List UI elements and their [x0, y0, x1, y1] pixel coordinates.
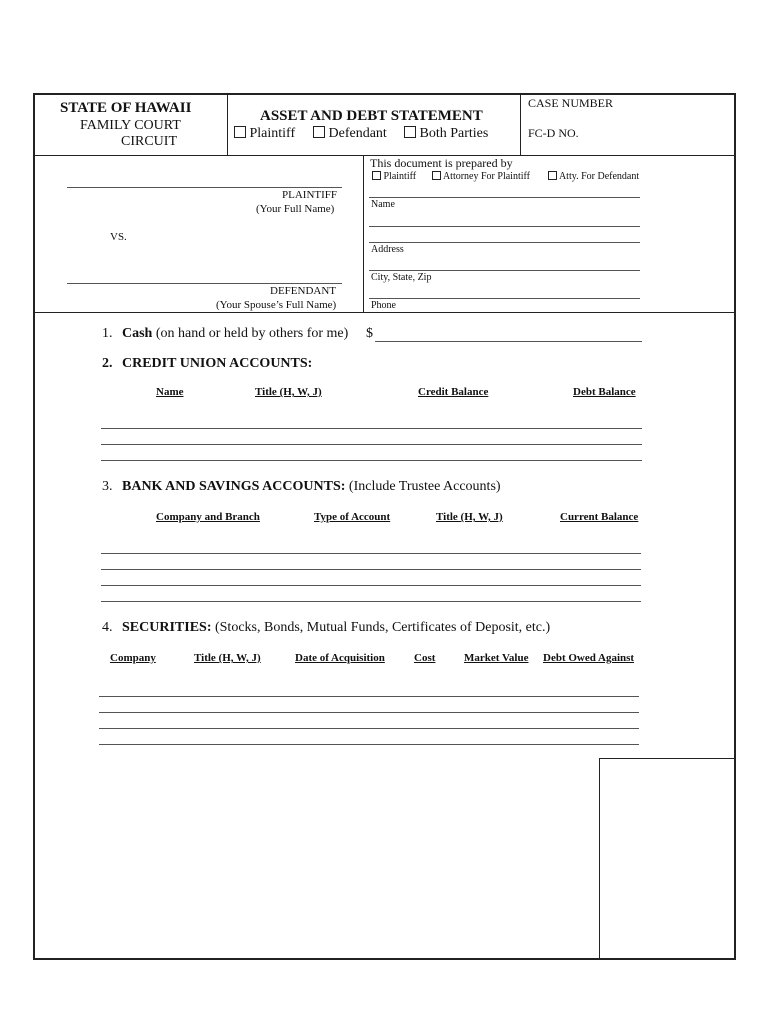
prepared-attorney-plaintiff-checkbox[interactable] — [432, 171, 441, 180]
securities-col-debt: Debt Owed Against — [543, 652, 635, 664]
credit-union-entry-line[interactable] — [101, 444, 642, 445]
defendant-name-line[interactable] — [67, 283, 342, 284]
bank-col-title: Title (H, W, J) — [436, 511, 503, 523]
bottom-right-box — [599, 758, 735, 960]
credit-union-entry-line[interactable] — [101, 428, 642, 429]
cash-description: (on hand or held by others for me) — [155, 326, 349, 341]
defendant-option-label: Defendant — [328, 126, 387, 141]
securities-description: (Stocks, Bonds, Mutual Funds, Certificates of Deposit, etc.) — [214, 620, 551, 635]
prepared-address-line[interactable] — [369, 242, 640, 243]
credit-union-col-credit: Credit Balance — [418, 386, 489, 398]
prepared-plaintiff-label: Plaintiff — [383, 171, 417, 182]
plaintiff-label: PLAINTIFF — [282, 189, 338, 201]
prepared-address-label: Address — [371, 244, 404, 255]
cash-amount-line[interactable] — [375, 341, 642, 342]
credit-union-col-name: Name — [156, 386, 184, 398]
bank-number: 3. — [102, 479, 113, 494]
header-divider-right — [520, 94, 521, 156]
party-option-both[interactable] — [404, 126, 488, 142]
header-divider-left — [227, 94, 228, 156]
securities-entry-line[interactable] — [99, 728, 639, 729]
parties-divider — [363, 155, 364, 312]
plaintiff-option-label: Plaintiff — [249, 126, 296, 141]
securities-entry-line[interactable] — [99, 712, 639, 713]
prepared-phone-label: Phone — [371, 300, 396, 311]
prepared-by-title: This document is prepared by — [370, 156, 513, 170]
defendant-label: DEFENDANT — [270, 285, 336, 297]
prepared-name-line[interactable] — [369, 197, 640, 198]
credit-union-number: 2. — [102, 356, 113, 371]
prepared-attorney-plaintiff-label: Attorney For Plaintiff — [442, 171, 530, 182]
credit-union-heading — [102, 356, 312, 372]
versus-label: VS. — [110, 231, 127, 243]
prepared-city-label: City, State, Zip — [371, 272, 432, 283]
securities-col-company: Company — [110, 652, 156, 664]
circuit-name: CIRCUIT — [121, 134, 177, 149]
bank-entry-line[interactable] — [101, 601, 641, 602]
bank-entry-line[interactable] — [101, 569, 641, 570]
securities-entry-line[interactable] — [99, 696, 639, 697]
defendant-checkbox[interactable] — [313, 126, 325, 138]
form-title: ASSET AND DEBT STATEMENT — [260, 108, 483, 124]
securities-entry-line[interactable] — [99, 744, 639, 745]
prepared-city-line[interactable] — [369, 270, 640, 271]
party-option-defendant[interactable] — [313, 126, 387, 142]
bank-description: (Include Trustee Accounts) — [348, 479, 501, 494]
both-parties-checkbox[interactable] — [404, 126, 416, 138]
cash-currency: $ — [366, 326, 373, 341]
fcd-number-label: FC-D NO. — [528, 126, 579, 140]
credit-union-col-debt: Debt Balance — [573, 386, 636, 398]
prepared-attorney-defendant-checkbox[interactable] — [548, 171, 557, 180]
securities-col-title: Title (H, W, J) — [194, 652, 261, 664]
party-option-plaintiff[interactable] — [234, 126, 295, 142]
bank-col-company: Company and Branch — [156, 511, 260, 523]
state-title: STATE OF HAWAII — [60, 100, 192, 116]
bank-heading — [102, 479, 501, 495]
defendant-sublabel: (Your Spouse’s Full Name) — [216, 299, 337, 311]
prepared-option-attorney-plaintiff[interactable] — [432, 171, 530, 182]
bank-entry-line[interactable] — [101, 553, 641, 554]
case-number-label: CASE NUMBER — [528, 96, 614, 110]
securities-number: 4. — [102, 620, 113, 635]
court-name: FAMILY COURT — [80, 118, 181, 133]
credit-union-col-title: Title (H, W, J) — [255, 386, 322, 398]
both-parties-option-label: Both Parties — [419, 126, 489, 141]
bank-col-balance: Current Balance — [560, 511, 639, 523]
cash-label: Cash — [122, 326, 153, 341]
plaintiff-checkbox[interactable] — [234, 126, 246, 138]
securities-col-market: Market Value — [464, 652, 529, 664]
bank-col-type: Type of Account — [314, 511, 391, 523]
prepared-option-attorney-defendant[interactable] — [548, 171, 639, 182]
cash-number: 1. — [102, 326, 113, 341]
parties-bottom-rule — [34, 312, 735, 313]
prepared-plaintiff-checkbox[interactable] — [372, 171, 381, 180]
securities-heading — [102, 620, 550, 636]
credit-union-entry-line[interactable] — [101, 460, 642, 461]
prepared-attorney-defendant-label: Atty. For Defendant — [558, 171, 640, 182]
credit-union-label: CREDIT UNION ACCOUNTS: — [122, 356, 313, 371]
plaintiff-sublabel: (Your Full Name) — [256, 203, 335, 215]
bank-label: BANK AND SAVINGS ACCOUNTS: — [122, 479, 346, 494]
prepared-option-plaintiff[interactable] — [372, 171, 416, 182]
cash-row — [102, 326, 348, 342]
prepared-phone-line[interactable] — [369, 298, 640, 299]
prepared-name-line-2[interactable] — [369, 226, 640, 227]
securities-col-cost: Cost — [414, 652, 436, 664]
securities-label: SECURITIES: — [122, 620, 212, 635]
plaintiff-name-line[interactable] — [67, 187, 342, 188]
prepared-name-label: Name — [371, 199, 395, 210]
bank-entry-line[interactable] — [101, 585, 641, 586]
securities-col-date: Date of Acquisition — [295, 652, 385, 664]
